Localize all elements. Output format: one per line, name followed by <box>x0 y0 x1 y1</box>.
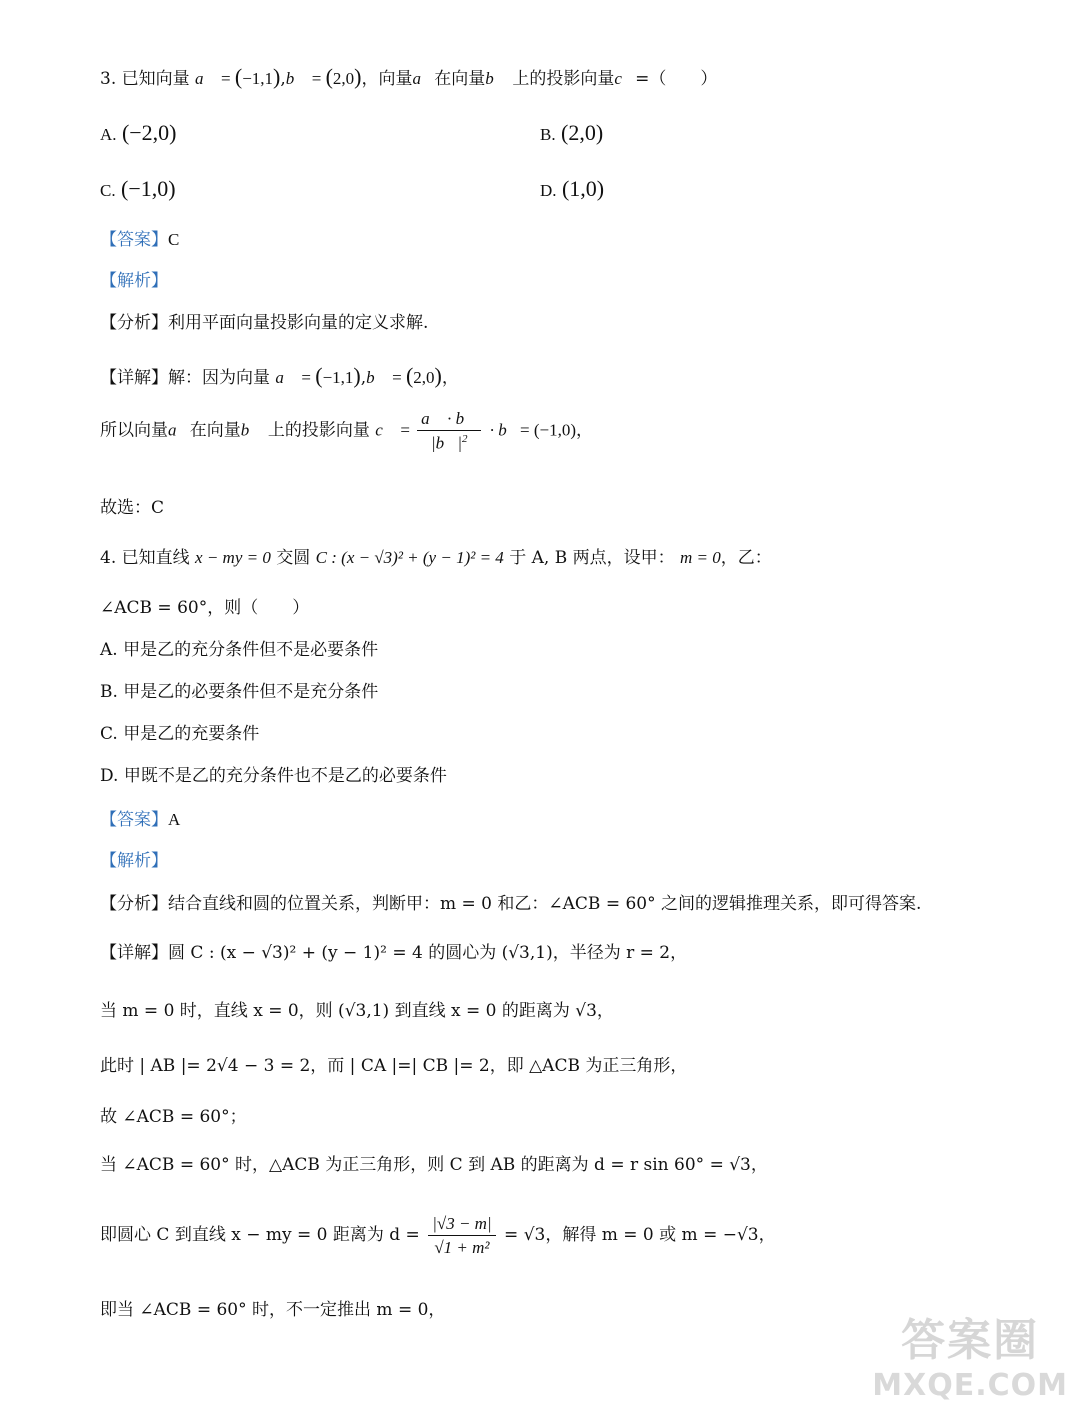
q4-step6: 即当 ∠ACB = 60° 时，不一定推出 m = 0， <box>100 1300 446 1320</box>
watermark-logo: 答案圈 MXQE.COM <box>872 1315 1068 1403</box>
q3-option-c: C. (−1,0) <box>100 176 176 201</box>
q3-answer: 【答案】C <box>100 230 180 250</box>
projection-fraction: $\frac{a⃗ \cdot b⃗}{|b⃗|^2}$ <box>417 410 481 452</box>
q4-answer: 【答案】A <box>100 810 181 830</box>
distance-fraction: $\frac{|√3 - m|}{\text{√1 + m²}}$ <box>428 1215 495 1256</box>
q3-option-a: A. (−2,0) <box>100 120 177 145</box>
q4-step5: 即圆心 C 到直线 x − my = 0 距离为 d = $\frac{|√3 - m|}{\text{√1 + m²}}$ = √3，解得 m = 0 或 m = −√3， <box>100 1214 776 1257</box>
q3-xiangjie: 【详解】解：因为向量 a⃗ = (−1,1),b⃗ = (2,0)， <box>100 363 459 388</box>
q3-fenxi: 【分析】利用平面向量投影向量的定义求解. <box>100 313 429 333</box>
q3-step2: 所以向量a⃗在向量b⃗ 上的投影向量 c⃗ = $\frac{a⃗ \cdot b⃗}{|b⃗|^2}$ · b⃗= (−1,0)， <box>100 409 593 453</box>
q4-option-a: A. 甲是乙的充分条件但不是必要条件 <box>100 640 379 660</box>
q4-step1: 当 m = 0 时，直线 x = 0，则 (√3,1) 到直线 x = 0 的距离为 √3， <box>100 1001 614 1021</box>
q4-stem-line2: ∠ACB = 60°，则（ ） <box>100 598 310 618</box>
q4-option-b: B. 甲是乙的必要条件但不是充分条件 <box>100 682 379 702</box>
q4-fenxi: 【分析】结合直线和圆的位置关系，判断甲：m = 0 和乙：∠ACB = 60° 之间的逻辑推理关系，即可得答案. <box>100 894 922 914</box>
q3-stem: 3. 已知向量 a⃗ = (−1,1),b⃗ = (2,0)，向量a⃗在向量b⃗ 上的投影向量c⃗=（ ） <box>100 64 718 89</box>
q4-xiangjie: 【详解】圆 C : (x − √3)² + (y − 1)² = 4 的圆心为 (√3,1)，半径为 r = 2， <box>100 943 688 963</box>
q3-conclusion: 故选：C <box>100 498 165 518</box>
q3-option-d: D. (1,0) <box>540 176 605 201</box>
q4-option-c: C. 甲是乙的充要条件 <box>100 724 260 744</box>
q3-option-b: B. (2,0) <box>540 120 604 145</box>
q4-step4: 当 ∠ACB = 60° 时，△ACB 为正三角形，则 C 到 AB 的距离为 d = r sin 60° = √3， <box>100 1155 768 1175</box>
q4-option-d: D. 甲既不是乙的充分条件也不是乙的必要条件 <box>100 766 447 786</box>
q4-stem: 4. 已知直线 x − my = 0 交圆 C : (x − √3)² + (y − 1)² = 4 于 A, B 两点，设甲： m = 0，乙： <box>100 548 772 568</box>
q4-step2: 此时 | AB |= 2√4 − 3 = 2，而 | CA |=| CB |= 2，即 △ACB 为正三角形， <box>100 1056 688 1076</box>
q3-jiexi: 【解析】 <box>100 271 168 291</box>
q4-step3: 故 ∠ACB = 60°； <box>100 1107 247 1127</box>
q4-jiexi: 【解析】 <box>100 851 168 871</box>
